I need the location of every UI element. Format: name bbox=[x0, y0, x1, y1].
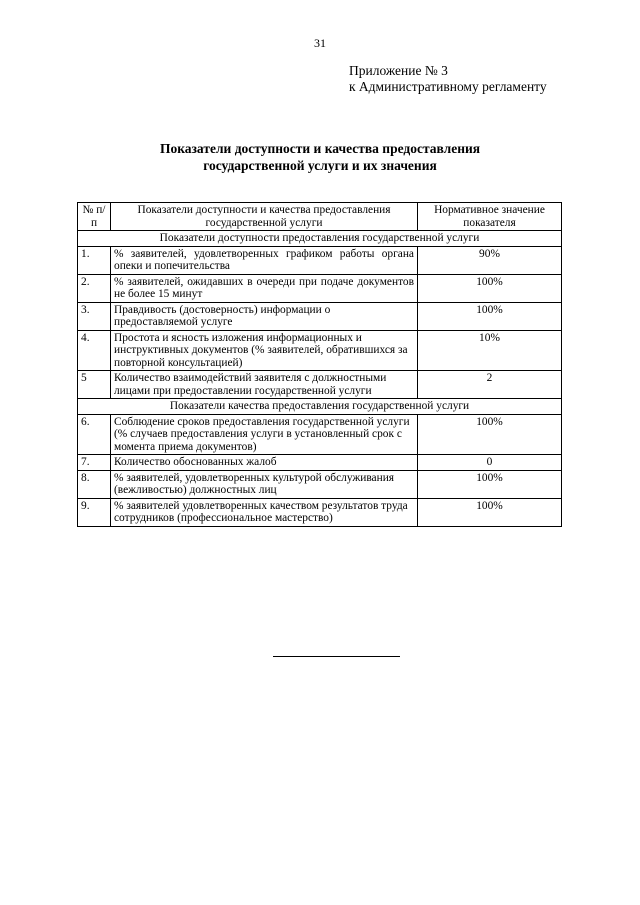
row-value: 100% bbox=[418, 414, 562, 455]
row-number: 6. bbox=[78, 414, 111, 455]
row-indicator: % заявителей, удовлетворенных графиком работы органа опеки и попечительства bbox=[111, 246, 418, 274]
row-indicator: % заявителей, удовлетворенных культурой обслуживания (вежливостью) должностных лиц bbox=[111, 470, 418, 498]
table-row bbox=[78, 414, 562, 455]
row-number: 4. bbox=[78, 330, 111, 371]
table-row bbox=[78, 371, 562, 399]
table-row bbox=[78, 274, 562, 302]
header-number: № п/п bbox=[78, 203, 111, 231]
document-title bbox=[0, 140, 640, 174]
row-value: 0 bbox=[418, 455, 562, 471]
table-row bbox=[78, 470, 562, 498]
row-indicator: % заявителей, ожидавших в очереди при подаче документов не более 15 минут bbox=[111, 274, 418, 302]
row-number: 5 bbox=[78, 371, 111, 399]
title-line-1: Показатели доступности и качества предоставления bbox=[159, 141, 481, 156]
title-line-2: государственной услуги и их значения bbox=[203, 158, 437, 173]
section-row bbox=[78, 231, 562, 247]
table-row bbox=[78, 330, 562, 371]
closing-separator-line bbox=[273, 656, 400, 657]
row-indicator: Количество взаимодействий заявителя с должностными лицами при предоставлении государственной услуги bbox=[111, 371, 418, 399]
section-title: Показатели качества предоставления государственной услуги bbox=[78, 399, 562, 415]
table-row bbox=[78, 455, 562, 471]
row-indicator: Соблюдение сроков предоставления государственной услуги (% случаев предоставления услуги в установленный срок с момента приема документов) bbox=[111, 414, 418, 455]
row-number: 1. bbox=[78, 246, 111, 274]
section-title: Показатели доступности предоставления государственной услуги bbox=[78, 231, 562, 247]
row-value: 100% bbox=[418, 498, 562, 526]
row-indicator: Количество обоснованных жалоб bbox=[111, 455, 418, 471]
row-value: 10% bbox=[418, 330, 562, 371]
section-row bbox=[78, 399, 562, 415]
table-row bbox=[78, 498, 562, 526]
appendix-line-1: Приложение № 3 bbox=[349, 63, 448, 78]
header-normative-value: Нормативное значение показателя bbox=[418, 203, 562, 231]
appendix-line-2: к Административному регламенту bbox=[349, 79, 547, 94]
row-value: 100% bbox=[418, 302, 562, 330]
page-number: 31 bbox=[314, 36, 326, 50]
appendix-reference bbox=[349, 63, 547, 95]
header-indicator: Показатели доступности и качества предоставления государственной услуги bbox=[111, 203, 418, 231]
row-number: 2. bbox=[78, 274, 111, 302]
row-number: 3. bbox=[78, 302, 111, 330]
table-row bbox=[78, 246, 562, 274]
row-indicator: Правдивость (достоверность) информации о предоставляемой услуге bbox=[111, 302, 418, 330]
table-header-row bbox=[78, 203, 562, 231]
row-value: 100% bbox=[418, 274, 562, 302]
row-indicator: Простота и ясность изложения информационных и инструктивных документов (% заявителей, обратившихся за повторной консультацией) bbox=[111, 330, 418, 371]
row-indicator: % заявителей удовлетворенных качеством результатов труда сотрудников (профессиональное мастерство) bbox=[111, 498, 418, 526]
row-value: 90% bbox=[418, 246, 562, 274]
table-row bbox=[78, 302, 562, 330]
row-value: 100% bbox=[418, 470, 562, 498]
row-number: 9. bbox=[78, 498, 111, 526]
row-number: 8. bbox=[78, 470, 111, 498]
row-number: 7. bbox=[78, 455, 111, 471]
indicators-table bbox=[77, 202, 562, 527]
row-value: 2 bbox=[418, 371, 562, 399]
